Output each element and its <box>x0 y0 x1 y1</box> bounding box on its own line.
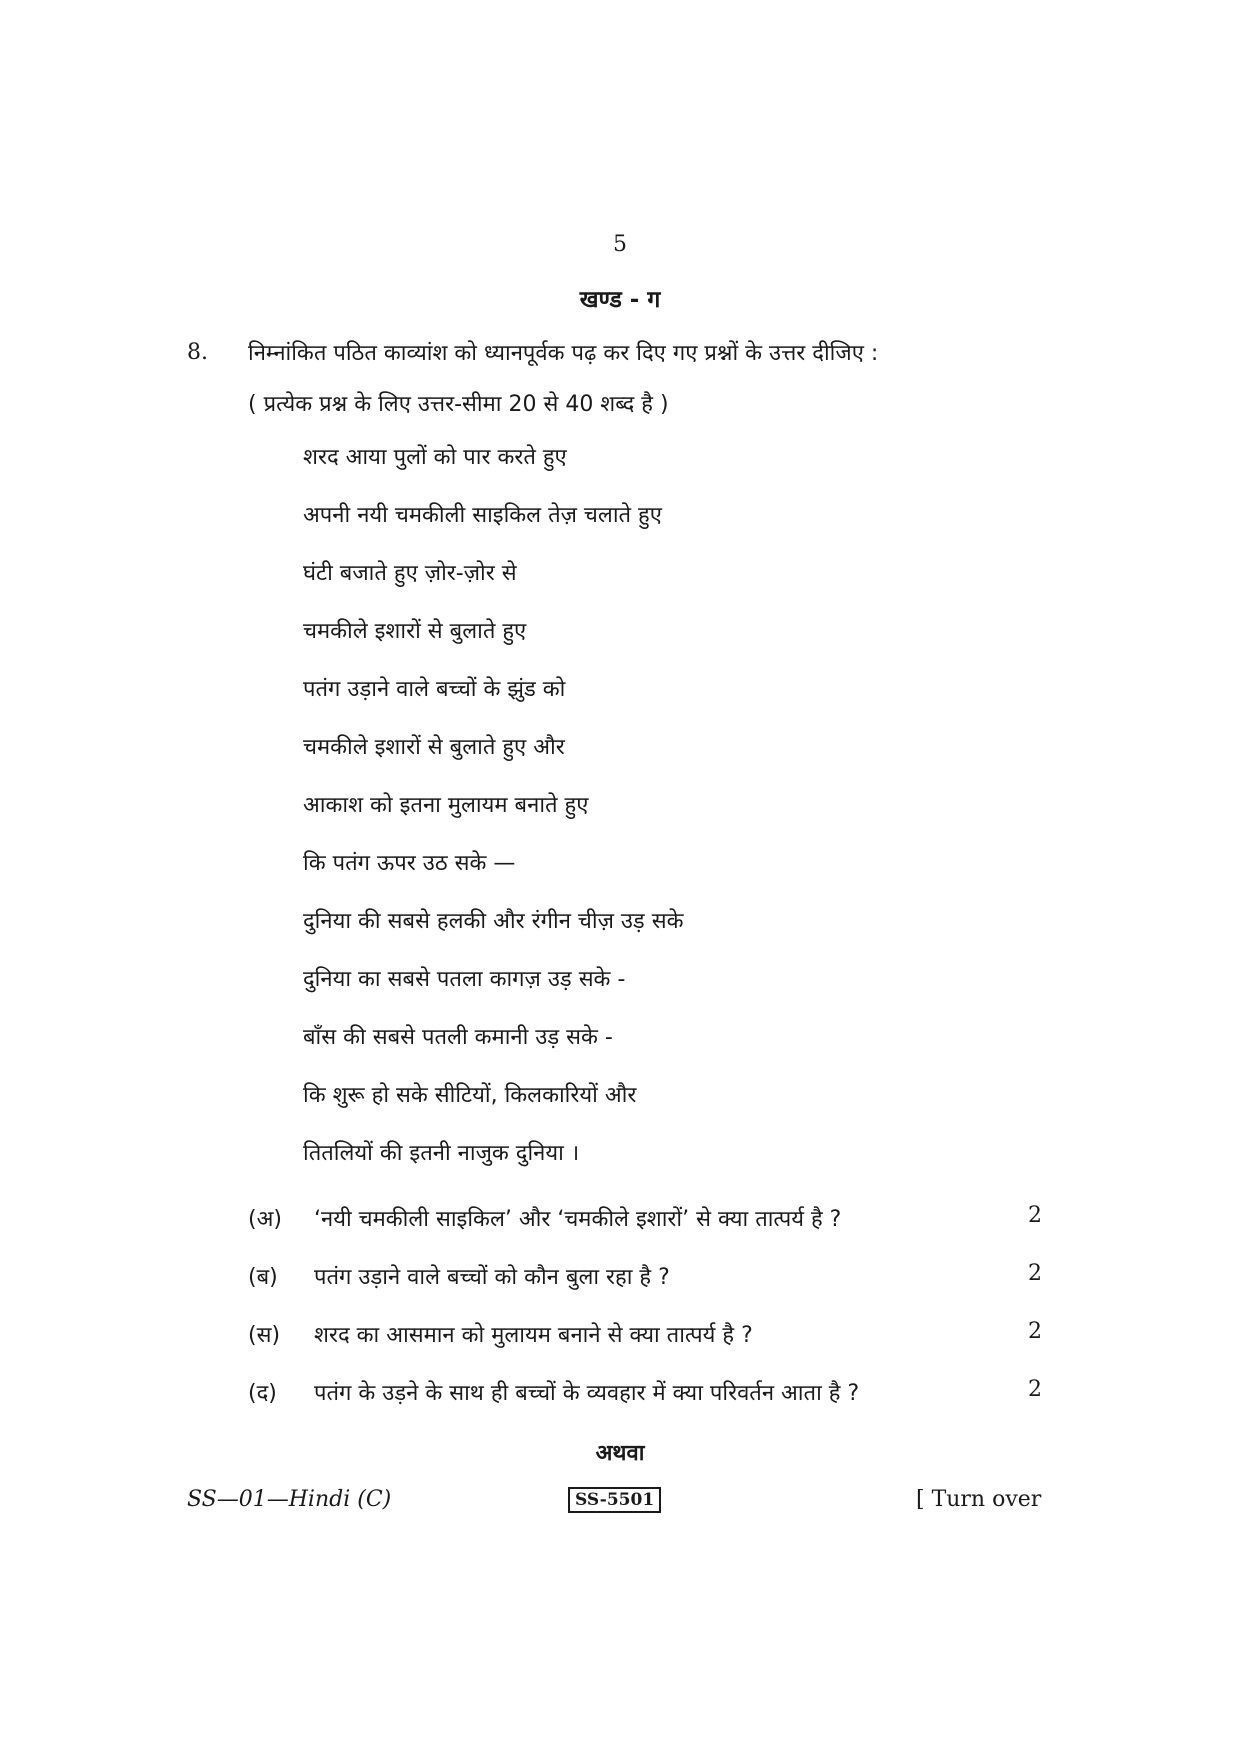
poem-line: दुनिया की सबसे हलकी और रंगीन चीज़ उड़ सके <box>303 909 684 934</box>
subquestion-text: ‘नयी चमकीली साइकिल’ और ‘चमकीले इशारों’ से क्या तात्पर्य है ? <box>314 1207 842 1232</box>
subquestion-marks: 2 <box>1028 1377 1042 1402</box>
page-number: 5 <box>613 232 627 257</box>
subquestion-label: (अ) <box>248 1207 282 1232</box>
poem-line: चमकीले इशारों से बुलाते हुए और <box>303 735 565 760</box>
subquestion-text: शरद का आसमान को मुलायम बनाने से क्या तात्पर्य है ? <box>314 1323 753 1348</box>
section-title: खण्ड - ग <box>579 287 661 313</box>
paper-name: SS—01—Hindi (C) <box>187 1487 392 1512</box>
poem-line: दुनिया का सबसे पतला कागज़ उड़ सके - <box>303 967 626 992</box>
word-limit-note: ( प्रत्येक प्रश्न के लिए उत्तर-सीमा 20 से 40 शब्द है ) <box>248 392 669 417</box>
subquestion-label: (स) <box>248 1323 281 1348</box>
question-instruction: निम्नांकित पठित काव्यांश को ध्यानपूर्वक पढ़ कर दिए गए प्रश्नों के उत्तर दीजिए : <box>248 341 879 366</box>
poem-excerpt <box>303 443 1003 1197</box>
poem-line: कि पतंग ऊपर उठ सके — <box>303 851 516 876</box>
poem-line: अपनी नयी चमकीली साइकिल तेज़ चलाते हुए <box>303 503 662 528</box>
poem-line: चमकीले इशारों से बुलाते हुए <box>303 619 527 644</box>
poem-line: आकाश को इतना मुलायम बनाते हुए <box>303 793 589 818</box>
poem-line: कि शुरू हो सके सीटियों, किलकारियों और <box>303 1083 637 1108</box>
poem-line: तितलियों की इतनी नाजुक दुनिया । <box>303 1141 580 1166</box>
subquestion-text: पतंग उड़ाने वाले बच्चों को कौन बुला रहा है ? <box>314 1265 670 1290</box>
subquestion-label: (द) <box>248 1381 277 1406</box>
poem-line: बाँस की सबसे पतली कमानी उड़ सके - <box>303 1025 613 1050</box>
subquestion-text: पतंग के उड़ने के साथ ही बच्चों के व्यवहार में क्या परिवर्तन आता है ? <box>314 1381 860 1406</box>
poem-line: पतंग उड़ाने वाले बच्चों के झुंड को <box>303 677 566 702</box>
paper-code-box: SS-5501 <box>568 1487 661 1513</box>
subquestion-marks: 2 <box>1028 1319 1042 1344</box>
subquestion-marks: 2 <box>1028 1203 1042 1228</box>
poem-line: घंटी बजाते हुए ज़ोर-ज़ोर से <box>303 561 517 586</box>
turn-over-note: [ Turn over <box>916 1487 1042 1512</box>
or-separator: अथवा <box>595 1441 645 1466</box>
subquestion-label: (ब) <box>248 1265 278 1290</box>
question-number: 8. <box>187 340 208 365</box>
poem-line: शरद आया पुलों को पार करते हुए <box>303 445 567 470</box>
subquestion-marks: 2 <box>1028 1261 1042 1286</box>
